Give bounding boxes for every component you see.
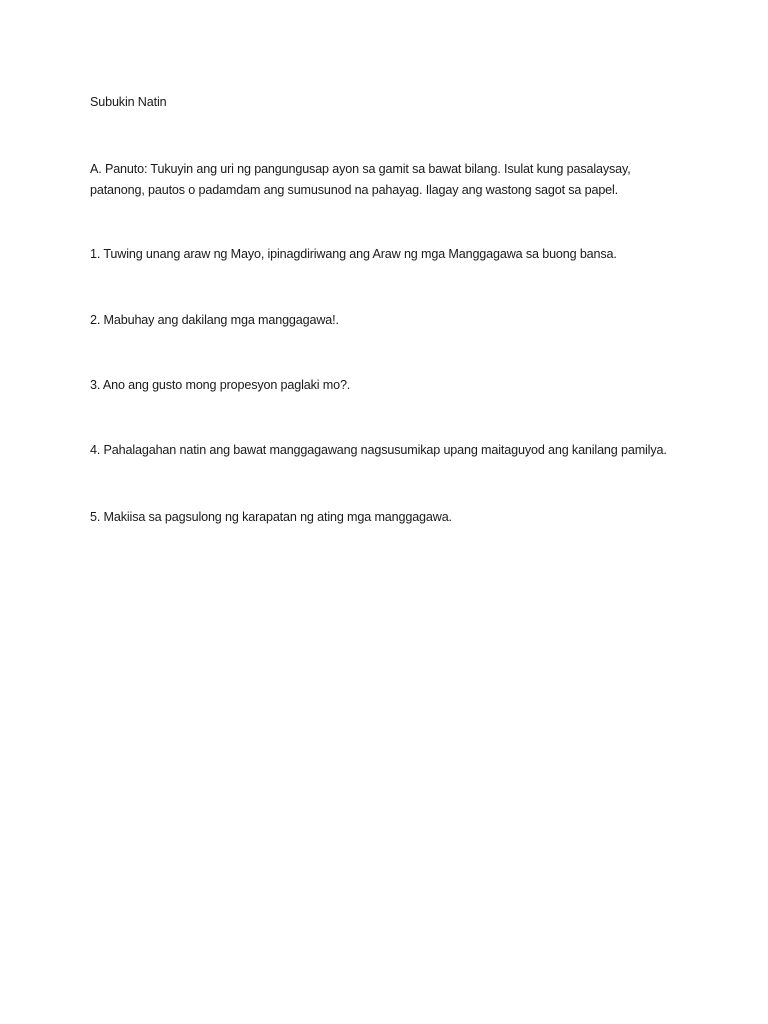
- question-item: 1. Tuwing unang araw ng Mayo, ipinagdiriwang ang Araw ng mga Manggagawa sa buong bansa.: [90, 247, 617, 261]
- question-item: 2. Mabuhay ang dakilang mga manggagawa!.: [90, 313, 339, 327]
- instructions-line: patanong, pautos o padamdam ang sumusunod na pahayag. Ilagay ang wastong sagot sa papel.: [90, 183, 619, 197]
- question-item: 5. Makiisa sa pagsulong ng karapatan ng ating mga manggagawa.: [90, 510, 452, 524]
- question-item: 4. Pahalagahan natin ang bawat manggagawang nagsusumikap upang maitaguyod ang kanilang pamilya.: [90, 443, 667, 457]
- instructions-line: A. Panuto: Tukuyin ang uri ng pangungusap ayon sa gamit sa bawat bilang. Isulat kung pasalaysay,: [90, 162, 631, 176]
- worksheet-title: Subukin Natin: [90, 95, 167, 109]
- question-item: 3. Ano ang gusto mong propesyon paglaki mo?.: [90, 378, 351, 392]
